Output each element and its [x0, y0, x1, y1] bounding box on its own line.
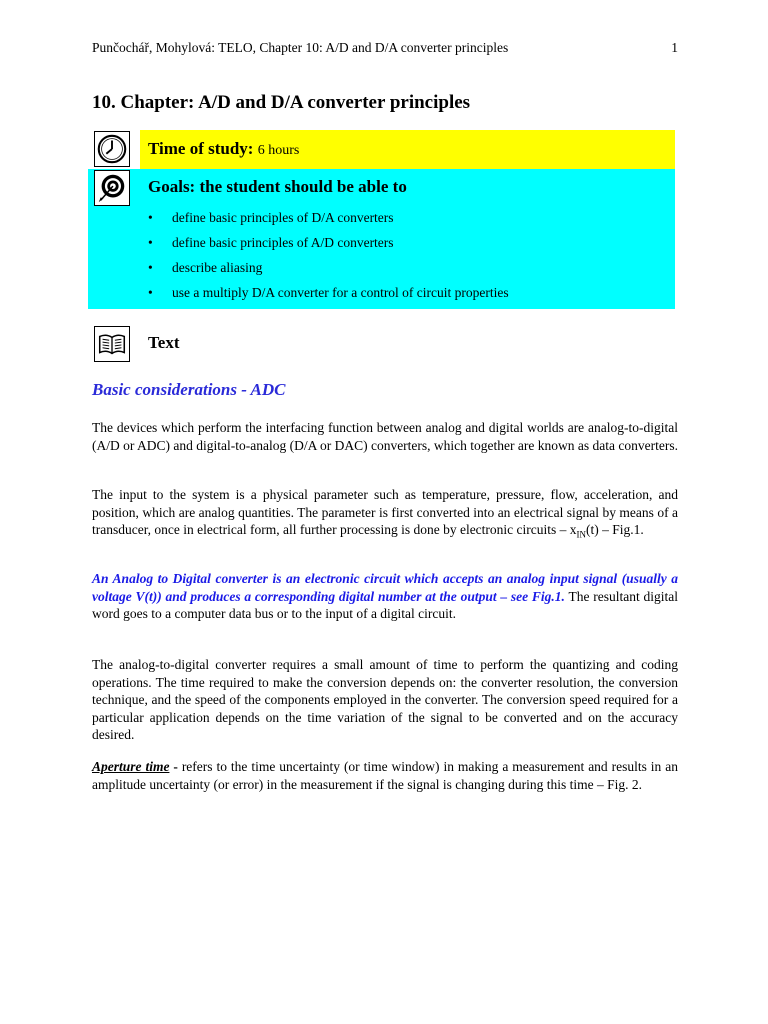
paragraph-text: The resultant digital word goes to a computer data bus or to the input of a digital circuit. — [92, 588, 678, 621]
paragraph-text: (t) – Fig.1. — [586, 522, 644, 537]
aperture-time-term: Aperture time — [92, 759, 170, 774]
target-icon — [94, 170, 130, 206]
chapter-title: 10. Chapter: A/D and D/A converter principles — [92, 92, 471, 113]
book-icon — [94, 326, 130, 362]
paragraph-conversion-time: The analog-to-digital converter requires a small amount of time to perform the quantizing and coding operations. The time required to make the conversion depends on: the converter resolution, the conversion technique, and the speed of the components employed in the converter. The conversion speed required for a particular application depends on the time variation of the signal to be converted and on the accuracy desired. — [92, 657, 678, 742]
paragraph-text: The input to the system is a physical parameter such as temperature, pressure, flow, acceleration, and position, which are analog quantities. The parameter is first converted into an electrical signal by means of a transducer, once in electrical form, all further processing is done by electronic circuits – x — [92, 487, 678, 537]
paragraph-input-system — [92, 486, 678, 539]
time-of-study-label: Time of study: — [148, 139, 254, 158]
paragraph-text: refers to the time uncertainty (or time window) in making a measurement and results in an amplitude uncertainty (or error) in the measurement if the signal is changing during this time – Fig. 2. — [92, 759, 678, 792]
goals-list — [148, 209, 509, 309]
goal-item: • define basic principles of D/A converters — [148, 209, 509, 234]
time-of-study-value: 6 hours — [257, 143, 300, 158]
goal-item: • use a multiply D/A converter for a control of circuit properties — [148, 284, 509, 309]
subscript-in: IN — [576, 529, 587, 540]
goal-item: • describe aliasing — [148, 259, 509, 284]
adc-definition-emphasis: An Analog to Digital converter is an electronic circuit which accepts an analog input signal (usually a voltage V(t)) and produces a corresponding digital number at the output – see Fig.1. — [92, 571, 678, 604]
text-heading: Text — [148, 333, 180, 352]
paragraph-intro: The devices which perform the interfacing function between analog and digital worlds are analog-to-digital (A/D or ADC) and digital-to-analog (D/A or DAC) converters, which together are known as data converters. — [92, 420, 678, 453]
paragraph-adc-definition — [92, 570, 678, 623]
paragraph-aperture-time — [92, 758, 678, 793]
goal-item: • define basic principles of A/D converters — [148, 234, 509, 259]
page-number: 1 — [671, 40, 678, 55]
clock-icon — [94, 131, 130, 167]
running-title: Punčochář, Mohylová: TELO, Chapter 10: A/D and D/A converter principles — [92, 40, 509, 55]
running-header — [92, 40, 678, 60]
term-dash: - — [169, 759, 182, 774]
goals-heading: Goals: the student should be able to — [148, 177, 407, 196]
time-of-study — [148, 139, 299, 159]
section-title: Basic considerations - ADC — [92, 380, 286, 399]
